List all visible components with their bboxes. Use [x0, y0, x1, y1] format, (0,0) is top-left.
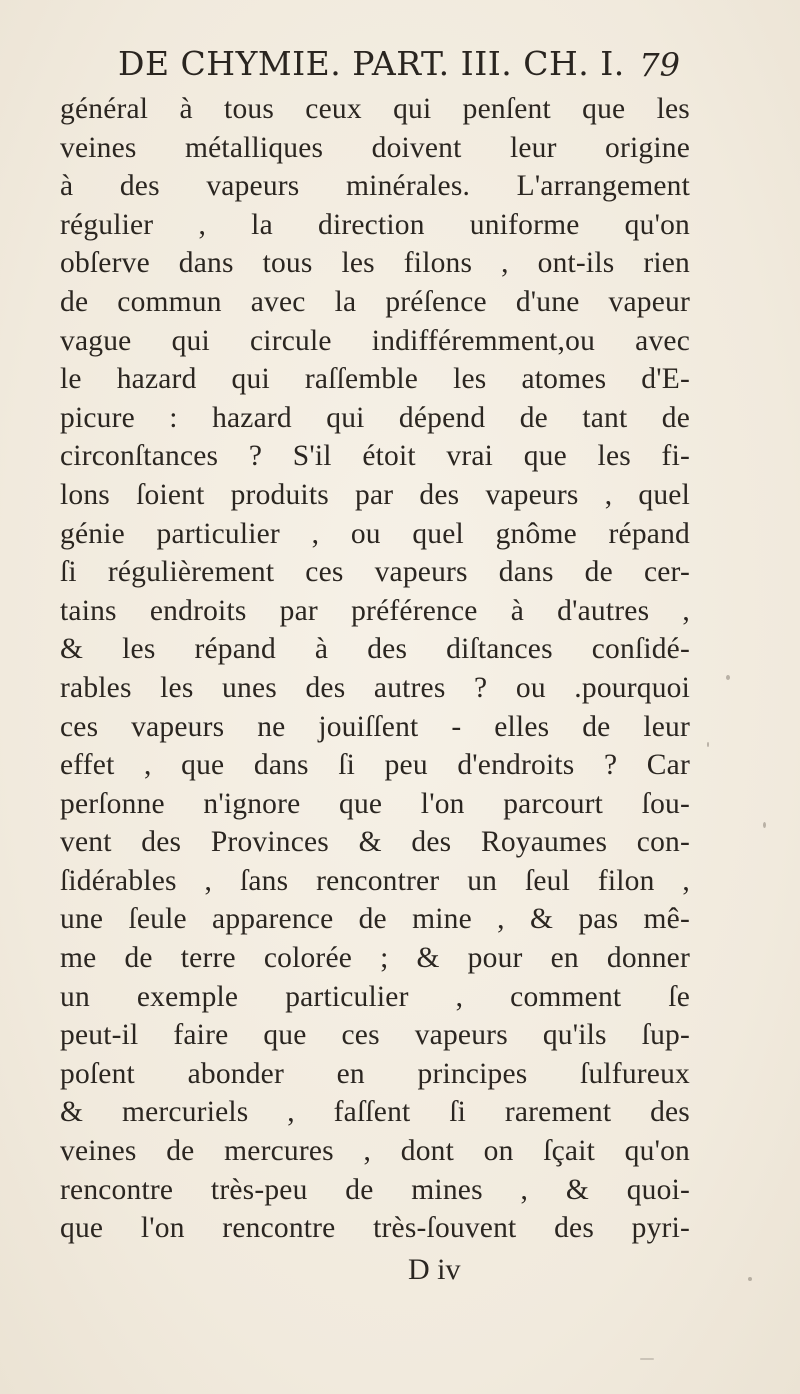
text-line: poſent abonder en principes ſulfureux: [60, 1057, 690, 1090]
text-line: vent des Provinces & des Royaumes con-: [60, 826, 690, 859]
text-line: picure : hazard qui dépend de tant de: [60, 401, 690, 434]
text-line: perſonne n'ignore que l'on parcourt ſou-: [60, 787, 690, 820]
text-line: rables les unes des autres ? ou .pourquoi: [60, 671, 690, 704]
text-line: génie particulier , ou quel gnôme répand: [60, 517, 690, 550]
page-number: 79: [639, 46, 680, 84]
running-head: DE CHYMIE. PART. III. CH. I.: [118, 44, 625, 83]
text-line: un exemple particulier , comment ſe: [60, 980, 690, 1013]
text-line: effet , que dans ſi peu d'endroits ? Car: [60, 749, 690, 782]
text-line: ſidérables , ſans rencontrer un ſeul filon ,: [60, 864, 690, 897]
text-line: à des vapeurs minérales. L'arrangement: [60, 170, 690, 203]
text-line: & les répand à des diſtances conſidé-: [60, 633, 690, 666]
text-line: régulier , la direction uniforme qu'on: [60, 208, 690, 241]
text-line: que l'on rencontre très-ſouvent des pyri-: [60, 1212, 690, 1245]
page-header: [60, 40, 680, 90]
text-line: circonſtances ? S'il étoit vrai que les fi-: [60, 440, 690, 473]
text-line: veines métalliques doivent leur origine: [60, 131, 690, 164]
text-line: général à tous ceux qui penſent que les: [60, 93, 690, 125]
text-line: tains endroits par préférence à d'autres ,: [60, 594, 690, 627]
text-line: vague qui circule indifféremment,ou avec: [60, 324, 690, 357]
text-line: le hazard qui raſſemble les atomes d'E-: [60, 363, 690, 396]
text-line: de commun avec la préſence d'une vapeur: [60, 285, 690, 318]
text-line: lons ſoient produits par des vapeurs , quel: [60, 478, 690, 511]
text-line: & mercuriels , faſſent ſi rarement des: [60, 1096, 690, 1129]
signature-mark: D iv: [408, 1253, 461, 1286]
text-line: me de terre colorée ; & pour en donner: [60, 942, 690, 975]
body-text: [60, 90, 690, 1248]
text-line: une ſeule apparence de mine , & pas mê-: [60, 903, 690, 936]
text-line: obſerve dans tous les filons , ont-ils rien: [60, 247, 690, 280]
text-line: ces vapeurs ne jouiſſent - elles de leur: [60, 710, 690, 743]
text-line: veines de mercures , dont on ſçait qu'on: [60, 1135, 690, 1168]
paper-speck: [763, 822, 766, 828]
text-line: peut-il faire que ces vapeurs qu'ils ſup-: [60, 1019, 690, 1052]
text-line: ſi régulièrement ces vapeurs dans de cer-: [60, 556, 690, 589]
text-line: rencontre très-peu de mines , & quoi-: [60, 1173, 690, 1206]
paper-speck: [748, 1277, 752, 1281]
paper-speck: [640, 1358, 654, 1360]
paper-speck: [726, 675, 730, 680]
paper-speck: [707, 742, 709, 747]
